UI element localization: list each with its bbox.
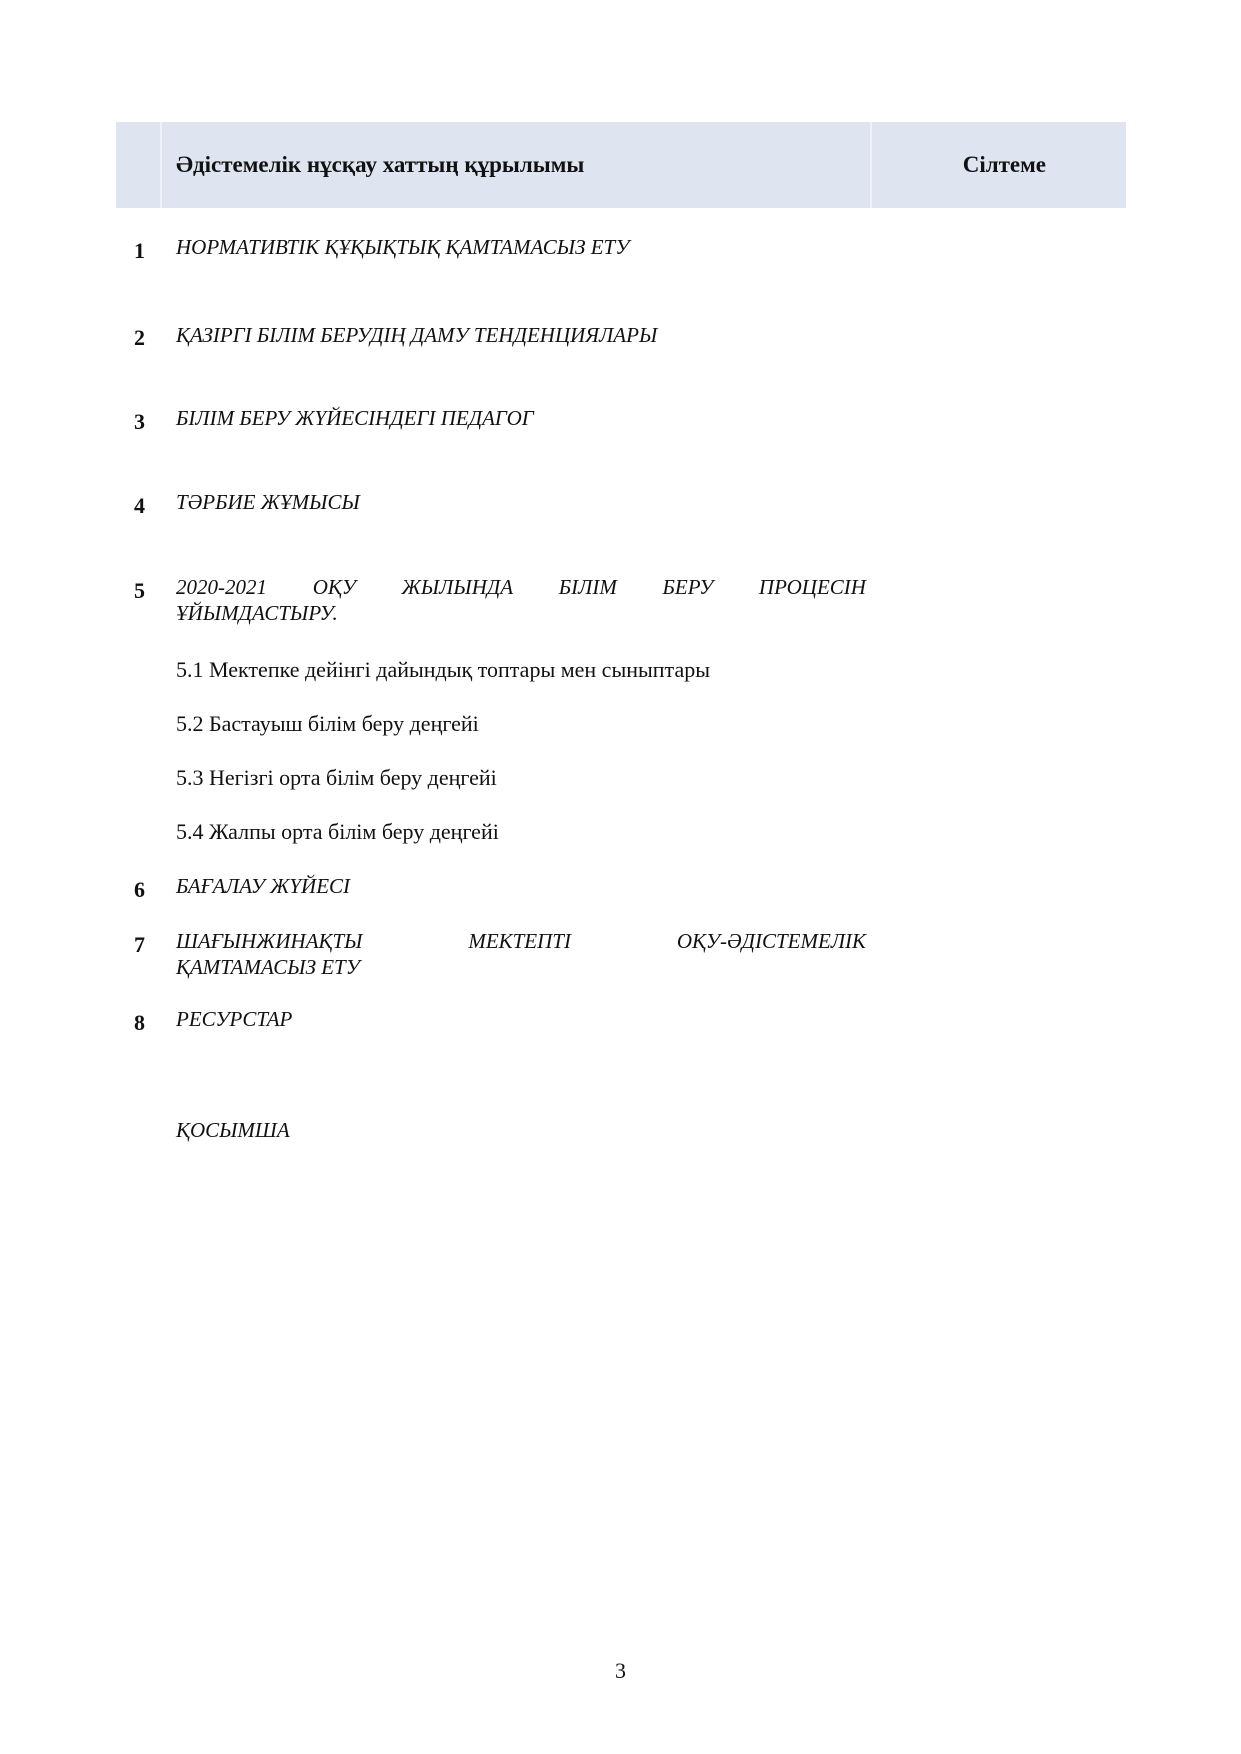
toc-header-title: Әдістемелік нұсқау хаттың құрылымы xyxy=(176,152,585,177)
title-word: МЕКТЕПТІ xyxy=(468,929,571,953)
toc-item-title-line: ҰЙЫМДАСТЫРУ. xyxy=(176,601,338,625)
toc-item-title xyxy=(176,928,866,980)
toc-item-number: 3 xyxy=(134,409,145,434)
toc-item-title-line xyxy=(176,928,866,954)
title-word: ЖЫЛЫНДА xyxy=(401,575,514,599)
toc-item-title: ТӘРБИЕ ЖҰМЫСЫ xyxy=(176,490,360,514)
title-word: ПРОЦЕСІН xyxy=(758,575,866,599)
toc-item-title xyxy=(176,574,866,626)
title-word: ОҚУ-ӘДІСТЕМЕЛІК xyxy=(676,929,866,953)
toc-header-reference: Сілтеме xyxy=(962,152,1046,177)
title-word: БІЛІМ xyxy=(558,575,617,599)
toc-subitem: 5.3 Негізгі орта білім беру деңгейі xyxy=(176,765,497,790)
toc-item-title: ҚАЗІРГІ БІЛІМ БЕРУДІҢ ДАМУ ТЕНДЕНЦИЯЛАРЫ xyxy=(176,323,658,347)
toc-appendix: ҚОСЫМША xyxy=(176,1118,290,1142)
toc-header xyxy=(116,122,1126,208)
header-divider-right xyxy=(870,122,872,208)
header-divider-left xyxy=(160,122,162,208)
toc-item-number: 5 xyxy=(134,578,145,603)
toc-item-number: 7 xyxy=(134,932,145,957)
title-word: ШАҒЫНЖИНАҚТЫ xyxy=(176,929,363,953)
toc-item-number: 4 xyxy=(134,493,145,518)
title-word: ОҚУ xyxy=(312,575,356,599)
toc-item-number: 2 xyxy=(134,325,145,350)
toc-item-title-line: ҚАМТАМАСЫЗ ЕТУ xyxy=(176,955,360,979)
toc-subitem: 5.2 Бастауыш білім беру деңгейі xyxy=(176,711,479,736)
toc-item-title-line xyxy=(176,574,866,600)
toc-subitem: 5.1 Мектепке дейінгі дайындық топтары мен сыныптары xyxy=(176,657,710,682)
toc-subitem: 5.4 Жалпы орта білім беру деңгейі xyxy=(176,819,499,844)
toc-item-title: НОРМАТИВТІК ҚҰҚЫҚТЫҚ ҚАМТАМАСЫЗ ЕТУ xyxy=(176,235,630,259)
page-number: 3 xyxy=(615,1658,626,1683)
toc-item-title: БІЛІМ БЕРУ ЖҮЙЕСІНДЕГІ ПЕДАГОГ xyxy=(176,406,534,430)
toc-item-title: РЕСУРСТАР xyxy=(176,1007,293,1031)
toc-item-number: 8 xyxy=(134,1010,145,1035)
toc-item-number: 6 xyxy=(134,877,145,902)
toc-item-number: 1 xyxy=(134,238,145,263)
toc-item-title: БАҒАЛАУ ЖҮЙЕСІ xyxy=(176,874,351,898)
title-word: 2020-2021 xyxy=(176,575,267,599)
title-word: БЕРУ xyxy=(662,575,714,599)
